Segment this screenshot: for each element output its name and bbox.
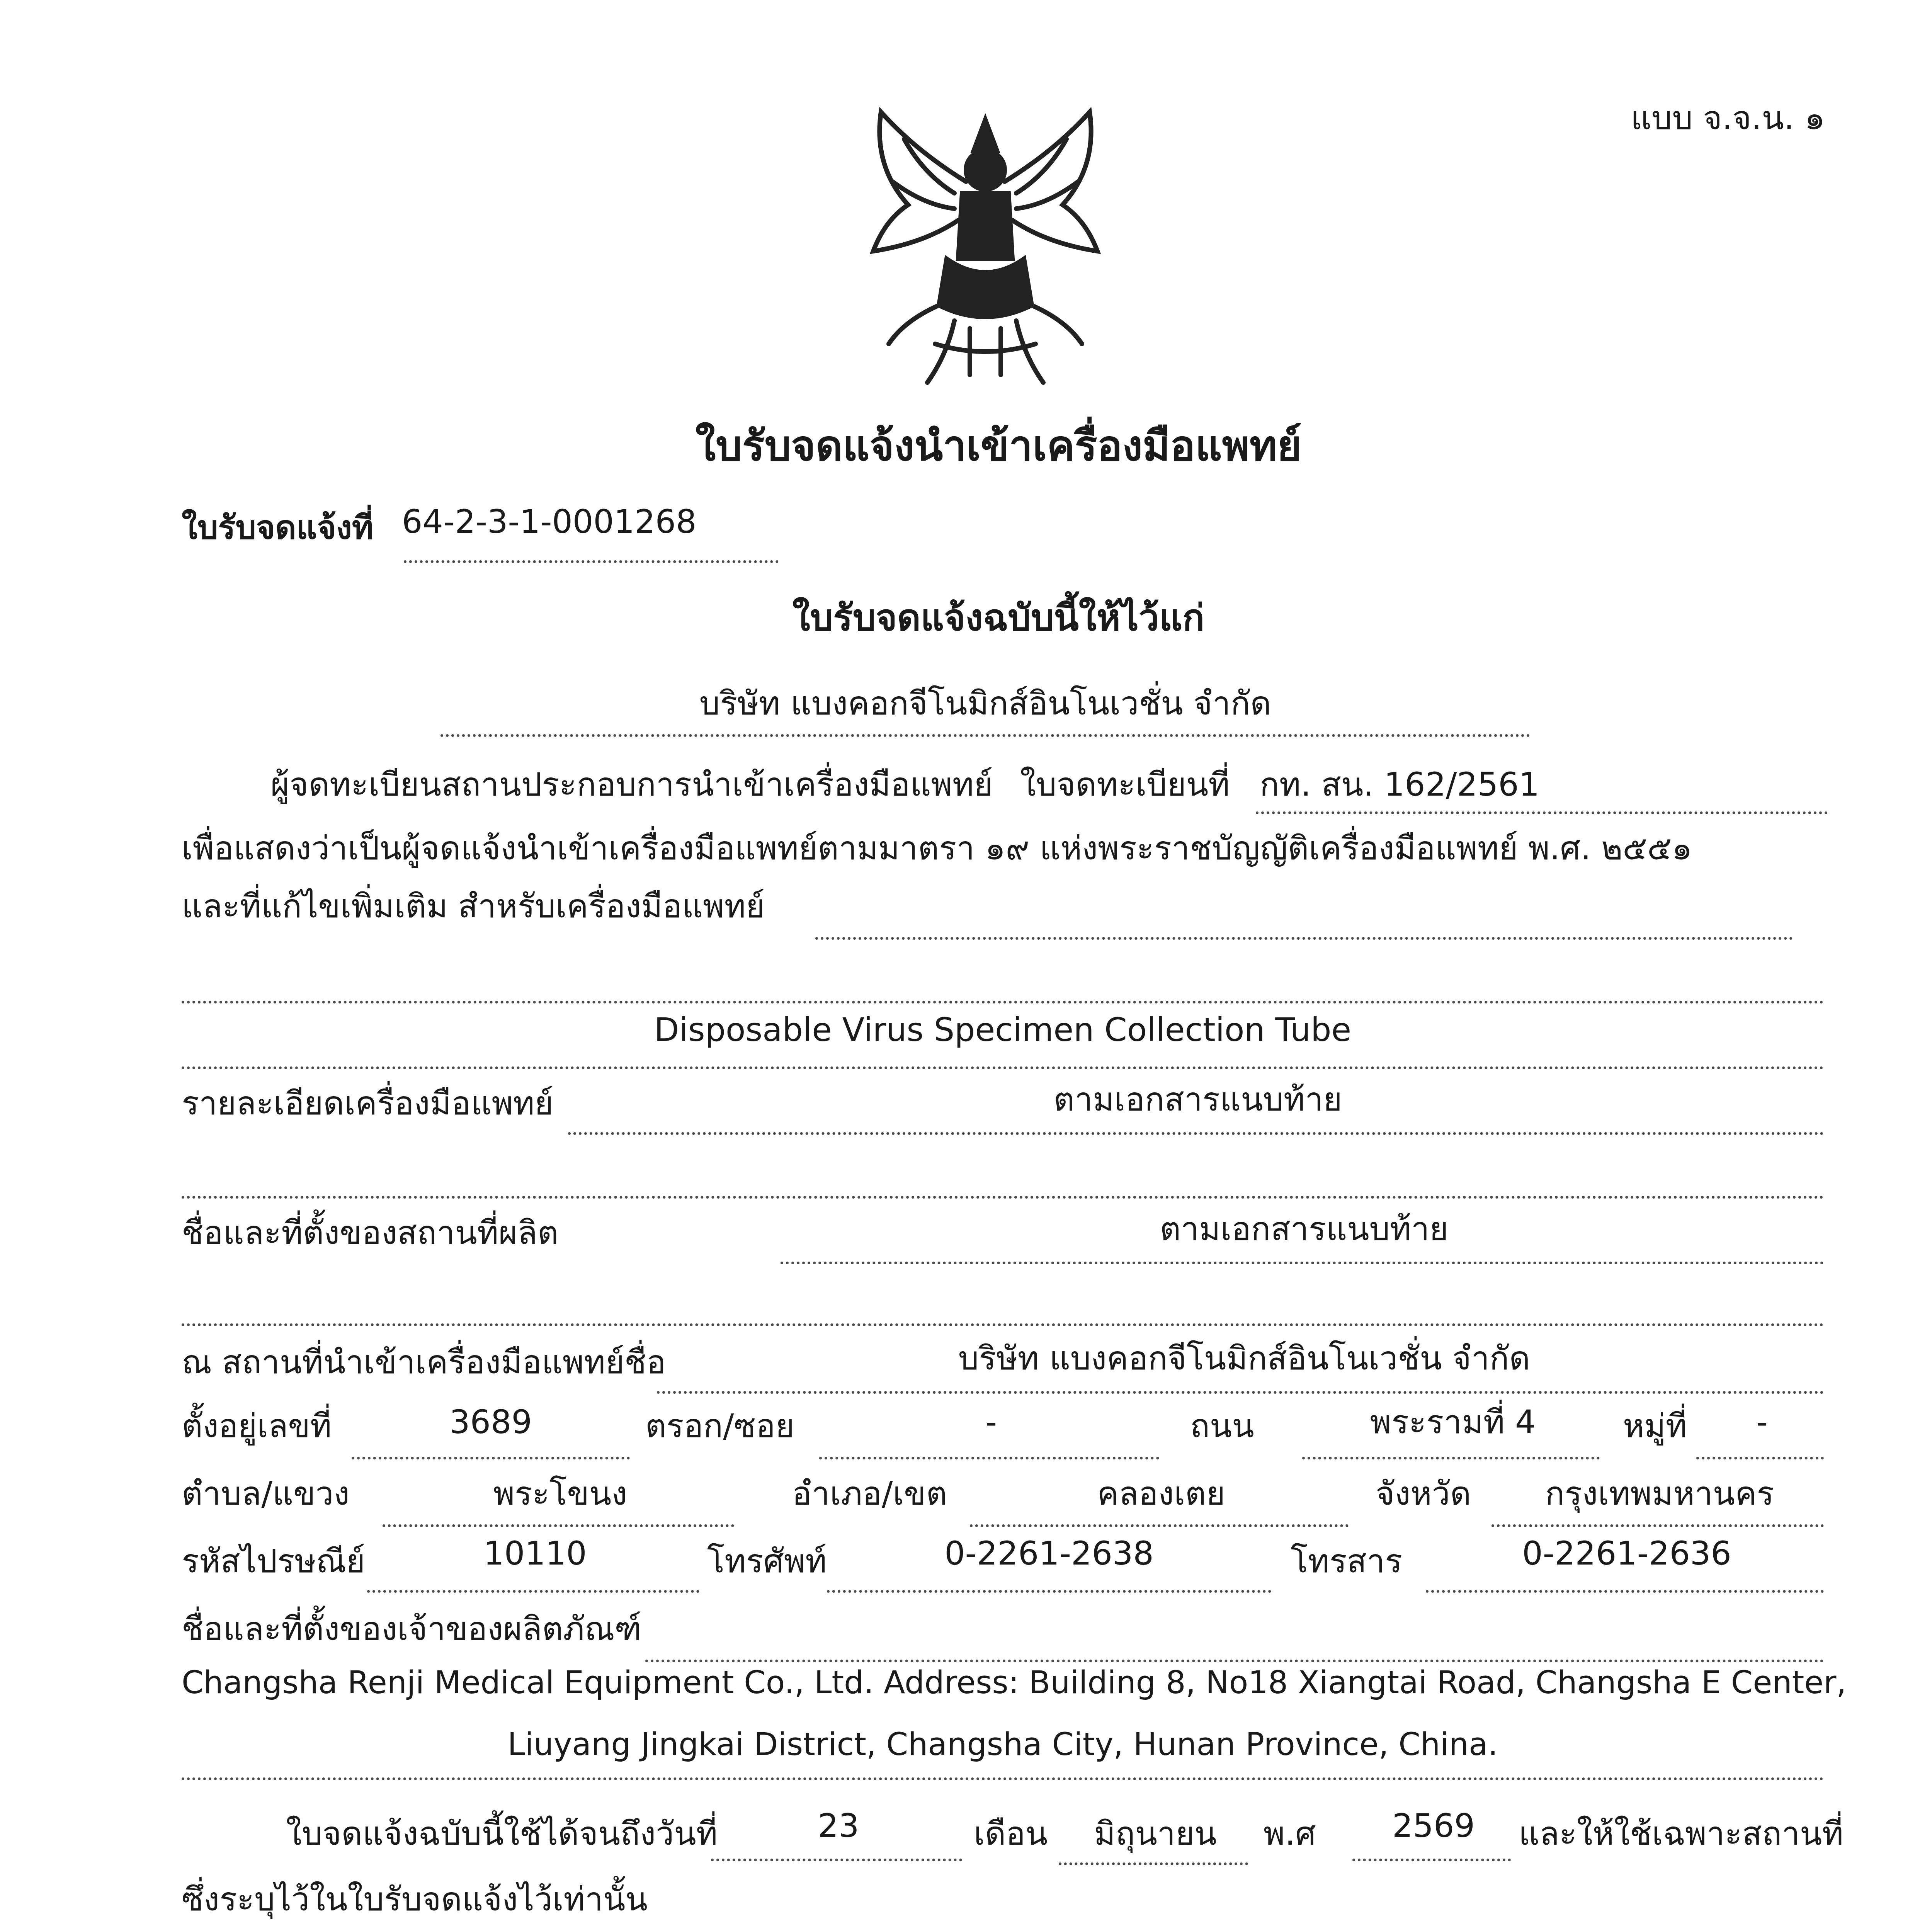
page-title: ใบรับจดแจ้งนำเข้าเครื่องมือแพทย์ [695,422,1302,470]
address-moo: - [1756,1403,1768,1441]
registrant-label: ผู้จดทะเบียนสถานประกอบการนำเข้าเครื่องมือแพทย์ [270,765,993,803]
dotted-line [1302,1457,1600,1459]
garuda-emblem-icon [858,104,1113,398]
device-detail-value: ตามเอกสารแนบท้าย [1053,1080,1342,1118]
validity-year: 2569 [1392,1807,1475,1845]
dotted-line [657,1391,1824,1394]
address-postcode-label: รหัสไปรษณีย์ [182,1542,365,1580]
form-code: แบบ จ.จ.น. ๑ [1631,99,1825,137]
owner-label: ชื่อและที่ตั้งของเจ้าของผลิตภัณฑ์ [182,1610,642,1648]
dotted-line [1059,1862,1248,1865]
validity-day: 23 [818,1807,859,1845]
address-subdistrict-label: ตำบล/แขวง [182,1475,350,1512]
dotted-line [970,1524,1349,1527]
dotted-line [1352,1859,1511,1861]
address-fax-label: โทรสาร [1291,1542,1403,1580]
import-site-label: ณ สถานที่นำเข้าเครื่องมือแพทย์ชื่อ [182,1343,666,1381]
device-detail-label: รายละเอียดเครื่องมือแพทย์ [182,1084,554,1122]
address-road-label: ถนน [1190,1407,1254,1445]
dotted-line [182,1001,1824,1003]
address-district-label: อำเภอ/เขต [792,1475,947,1512]
address-province: กรุงเทพมหานคร [1545,1475,1774,1512]
dotted-line [1492,1524,1824,1527]
dotted-line [440,734,1530,737]
issued-to-heading: ใบรับจดแจ้งฉบับนี้ให้ไว้แก่ [792,597,1205,639]
amendment-label: และที่แก้ไขเพิ่มเติม สำหรับเครื่องมือแพทย์ [182,887,765,925]
validity-year-label: พ.ศ [1264,1815,1316,1852]
dotted-line [1256,811,1828,814]
manufacturer-site-value: ตามเอกสารแนบท้าย [1160,1210,1449,1248]
receipt-no-label: ใบรับจดแจ้งที่ [182,509,374,546]
address-postcode: 10110 [483,1534,587,1572]
validity-label: ใบจดแจ้งฉบับนี้ใช้ได้จนถึงวันที่ [286,1815,718,1852]
address-district: คลองเตย [1097,1475,1225,1512]
receipt-no-value: 64-2-3-1-0001268 [402,503,697,541]
dotted-line [367,1590,699,1593]
address-road: พระรามที่ 4 [1370,1403,1536,1441]
device-name: Disposable Virus Specimen Collection Tube [654,1011,1352,1049]
validity-month-label: เดือน [974,1815,1048,1852]
dotted-line [182,1323,1824,1326]
address-alley-label: ตรอก/ซอย [645,1407,794,1445]
address-phone-label: โทรศัพท์ [707,1542,827,1580]
dotted-line [182,1777,1824,1780]
validity-month: มิถุนายน [1094,1815,1217,1852]
import-site-value: บริษัท แบงคอกจีโนมิกส์อินโนเวชั่น จำกัด [958,1339,1531,1377]
validity-tail: และให้ใช้เฉพาะสถานที่ [1519,1815,1844,1852]
address-province-label: จังหวัด [1376,1475,1471,1512]
dotted-line [404,560,779,563]
address-alley: - [985,1403,997,1441]
dotted-line [182,1066,1824,1069]
dotted-line [781,1262,1824,1264]
address-fax: 0-2261-2636 [1522,1534,1731,1572]
dotted-line [1426,1590,1824,1593]
dotted-line [352,1457,630,1459]
address-number: 3689 [449,1403,532,1441]
statement-line: เพื่อแสดงว่าเป็นผู้จดแจ้งนำเข้าเครื่องมือแพทย์ตามมาตรา ๑๙ แห่งพระราชบัญญัติเครื่องมือแพทย์ พ.ศ. ๒๕๕๑ [182,829,1692,867]
address-number-label: ตั้งอยู่เลขที่ [182,1407,332,1445]
dotted-line [182,1196,1824,1199]
dotted-line [827,1590,1271,1593]
address-subdistrict: พระโขนง [493,1475,628,1512]
address-phone: 0-2261-2638 [944,1534,1154,1572]
dotted-line [819,1457,1159,1459]
dotted-line [568,1132,1824,1135]
owner-address-line2: Liuyang Jingkai District, Changsha City, Hunan Province, China. [507,1726,1498,1763]
dotted-line [1696,1457,1824,1459]
dotted-line [711,1859,962,1861]
validity-line2: ซึ่งระบุไว้ในใบรับจดแจ้งไว้เท่านั้น [182,1880,648,1918]
company-name: บริษัท แบงคอกจีโนมิกส์อินโนเวชั่น จำกัด [699,684,1272,722]
owner-address-line1: Changsha Renji Medical Equipment Co., Ltd. Address: Building 8, No18 Xiangtai Road, Changsha E Center, [182,1665,1847,1701]
address-moo-label: หมู่ที่ [1623,1407,1687,1445]
license-label: ใบจดทะเบียนที่ [1020,765,1230,803]
manufacturer-site-label: ชื่อและที่ตั้งของสถานที่ผลิต [182,1214,559,1252]
dotted-line [815,937,1793,940]
license-no: กท. สน. 162/2561 [1260,765,1540,803]
dotted-line [383,1524,734,1527]
